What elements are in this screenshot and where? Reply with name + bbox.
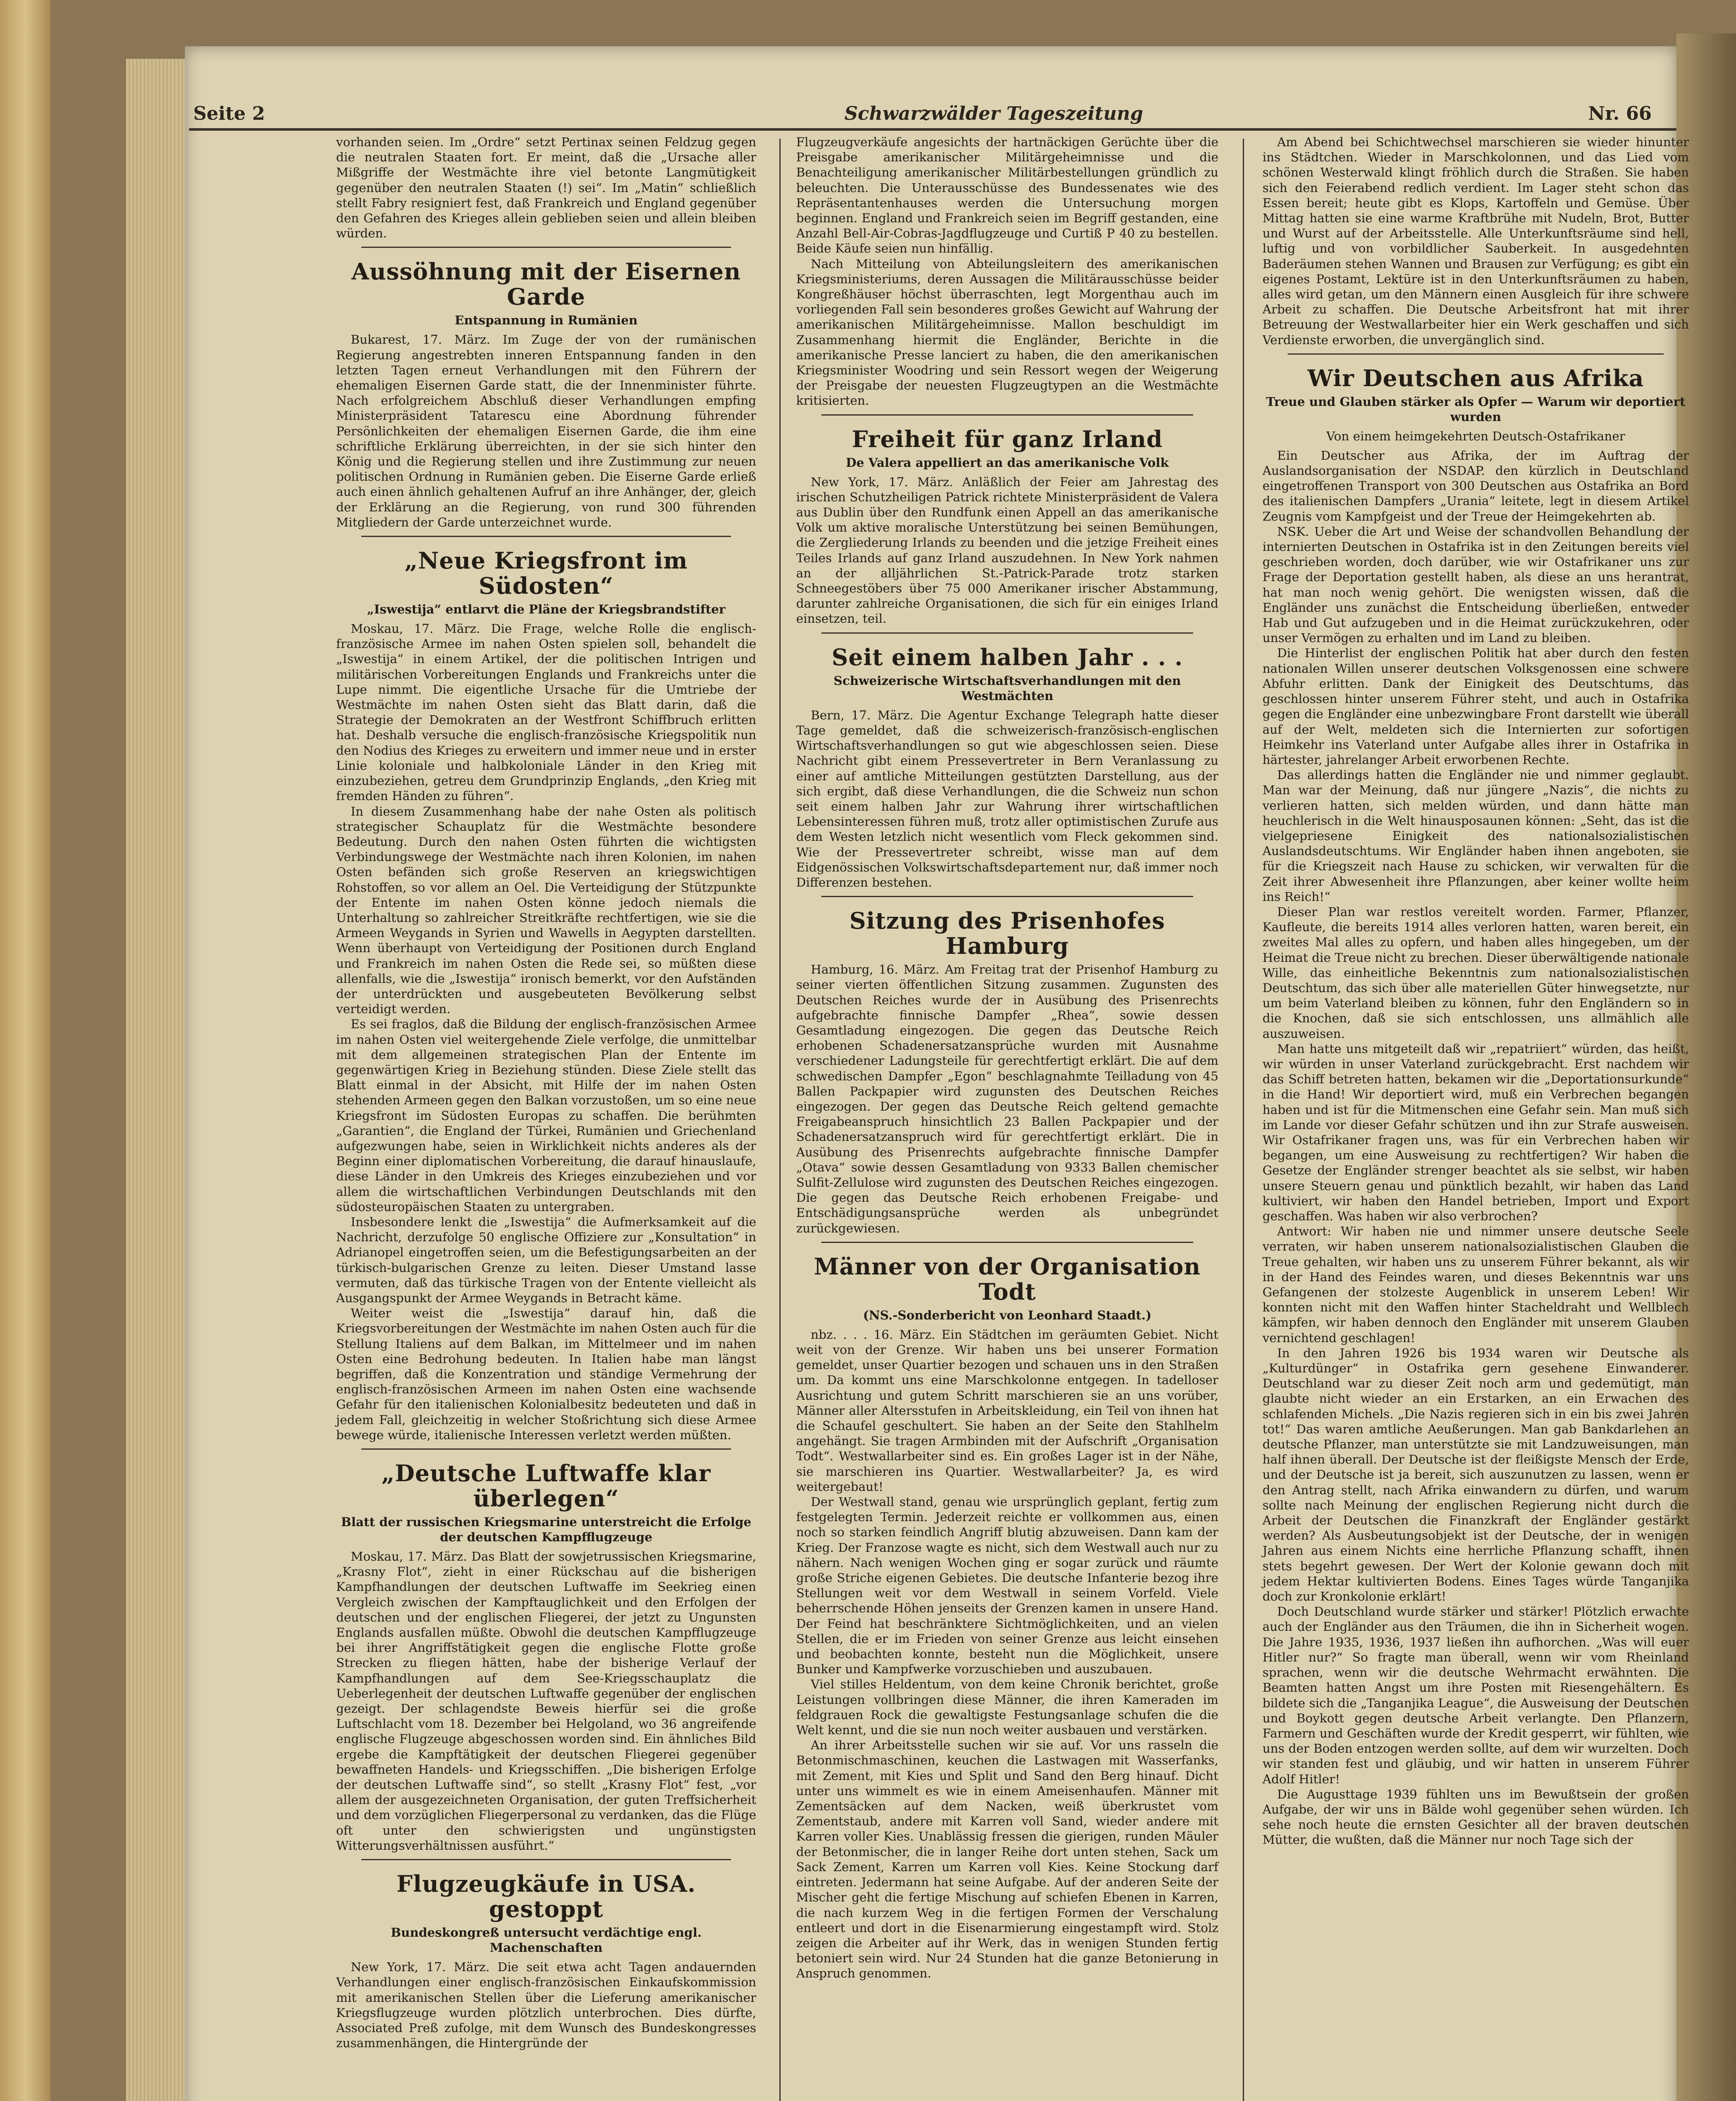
- paragraph: Moskau, 17. März. Das Blatt der sowjetrussischen Kriegsmarine, „Krasny Flot“, zieht in einer Rückschau auf die bisherigen Kampfhandlungen der deutschen Luftwaffe im Seekrieg einen Vergleich zwischen der Kampftauglichkeit und den Erfolgen der deutschen und der englischen Fliegerei, der jetzt zu Ungunsten Englands ausfallen müßte. Obwohl die deutschen Kampfflugzeuge bei ihrer Angriffstätigkeit gegen die englische Flotte große Strecken zu fliegen hätten, habe der bisherige Verlauf der Kampfhandlungen auf dem See-Kriegsschauplatz die Ueberlegenheit der deutschen Luftwaffe gegenüber der englischen gezeigt. Der schlagendste Beweis hierfür sei die große Luftschlacht vom 18. Dezember bei Helgoland, wo 36 angreifende englische Flugzeuge abgeschossen worden sind. Ein ähnliches Bild ergebe die Kampftätigkeit der deutschen Fliegerei gegenüber bewaffneten Handels- und Kriegsschiffen. „Die bisherigen Erfolge der deutschen Luftwaffe sind“, so stellt „Krasny Flot“ fest, „vor allem der ausgezeichneten Organisation, der guten Treffsicherheit und dem vorzüglichen Fliegerpersonal zu verdanken, das die Flüge oft unter den schwierigsten und ungünstigsten Witterungsverhältnissen ausführt.“: [336, 1549, 756, 1853]
- paragraph: NSK. Ueber die Art und Weise der schandvollen Behandlung der internierten Deutschen in Ostafrika ist in den Zeitungen bereits viel geschrieben worden, doch darüber, wie wir Ostafrikaner uns zur Frage der Deportation gestellt haben, als diese an uns herantrat, hat man noch wenig gehört. Die wenigsten wissen, daß die Engländer uns zunächst die Entscheidung überließen, entweder Hab und Gut aufzugeben und in die Heimat zurückzukehren, oder unser Vermögen zu erhalten und im Land zu bleiben.: [1263, 524, 1689, 645]
- lead-paragraph: Ein Deutscher aus Afrika, der im Auftrag der Auslandsorganisation der NSDAP. den kürzlich in Deutschland eingetroffenen Transport von 300 Deutschen aus Ostafrika an Bord des italienischen Dampfers „Urania“ leitete, legt in diesem Artikel Zeugnis vom Kampfgeist und der Treue der Heimgekehrten ab.: [1263, 448, 1689, 524]
- article-continuation: Am Abend bei Schichtwechsel marschieren sie wieder hinunter ins Städtchen. Wieder in Marschkolonnen, und das Lied vom schönen Westerwald klingt fröhlich durch die Straßen. Sie haben sich den Feierabend redlich verdient. Im Lager steht schon das Essen bereit; heute gibt es Klops, Kartoffeln und Gemüse. Über Mittag hatten sie eine warme Kraftbrühe mit Nudeln, Brot, Butter und Wurst auf der Arbeitsstelle. Alle Unterkunftsräume sind hell, luftig und von vorbildlicher Sauberkeit. In ausgedehnten Baderäumen stehen Wannen und Brausen zur Verfügung; es gibt ein eigenes Postamt, Lektüre ist in den Unterkunftsräumen zu haben, alles wird getan, um den Männern einen Ausgleich für ihre schwere Arbeit zu schaffen. Die Deutsche Arbeitsfront hat mit ihrer Betreuung der Westwallarbeiter hier ein Werk geschaffen und sich Verdienste erworben, die unvergänglich sind.: [1263, 135, 1689, 347]
- subheadline: Blatt der russischen Kriegsmarine unterstreicht die Erfolge der deutschen Kampfflugzeuge: [341, 1515, 752, 1545]
- article-rule: [361, 1448, 731, 1450]
- article-continuation: vorhanden seien. Im „Ordre“ setzt Pertinax seinen Feldzug gegen die neutralen Staaten fort. Er meint, daß die „Ursache aller Mißgriffe der Westmächte ihre viel betonte Langmütigkeit gegenüber den neutralen Staaten (!) sei“. Im „Matin“ schließlich stellt Fabry resigniert fest, daß Frankreich und England gegenüber den Gefahren des Krieges allein geblieben seien und allein bleiben würden.: [336, 135, 756, 241]
- headline: Sitzung des Prisenhofes Hamburg: [849, 907, 1165, 960]
- article-rule: [1288, 353, 1664, 355]
- headline: Flugzeugkäufe in USA. gestoppt: [396, 1870, 696, 1923]
- page-label: Seite 2: [193, 103, 265, 124]
- subheadline: Entspannung in Rumänien: [455, 313, 638, 328]
- article-rule: [361, 536, 731, 537]
- column-2: [796, 134, 1218, 1981]
- article-rule: [821, 1242, 1193, 1243]
- headline: Männer von der Organisation Todt: [814, 1253, 1201, 1305]
- paragraph: Nach Mitteilung von Abteilungsleitern des amerikanischen Kriegsministeriums, deren Aussagen die Militärausschüsse beider Kongreßhäuser höchst überraschten, legt Morgenthau auch im vorliegenden Fall sein besonderes großes Gewicht auf Wahrung der amerikanischen Militärgeheimnisse. Mallon beschuldigt im Zusammenhang hiermit die Engländer, Berichte in die amerikanische Presse lanciert zu haben, die den amerikanischen Kriegsminister Woodring und sein Ressort wegen der Weigerung der Preisgabe der neuesten Flugzeugtypen an die Westmächte kritisierten.: [796, 256, 1218, 408]
- paragraph: Insbesondere lenkt die „Iswestija“ die Aufmerksamkeit auf die Nachricht, derzufolge 50 englische Offiziere zur „Konsultation“ in Adrianopel eingetroffen seien, um die Befestigungsarbeiten an der türkisch-bulgarischen Grenze zu leiten. Dieser Umstand lasse vermuten, daß das türkische Tragen von der Entente vielleicht als Ausgangspunkt der Armee Weygands in Betracht käme.: [336, 1214, 756, 1305]
- paragraph: Es sei fraglos, daß die Bildung der englisch-französischen Armee im nahen Osten viel weitergehende Ziele verfolge, die unmittelbar mit dem allgemeinen strategischen Plan der Entente im gegenwärtigen Krieg in Beziehung stünden. Diese Ziele stellt das Blatt einmal in der Absicht, mit Hilfe der im nahen Osten stehenden Armeen gegen den Balkan vorzustoßen, um so eine neue Kriegsfront im Südosten Europas zu schaffen. Die berühmten „Garantien“, die England der Türkei, Rumänien und Griechenland aufgezwungen habe, seien in Wirklichkeit nichts anderes als der Beginn einer diplomatischen Vorbereitung, die darauf hinauslaufe, diese Länder in den Umkreis des Krieges einzubeziehen und vor allem die wirtschaftlichen Verbindungen Deutschlands mit den südosteuropäischen Staaten zu untergraben.: [336, 1017, 756, 1214]
- article-continuation: Flugzeugverkäufe angesichts der hartnäckigen Gerüchte über die Preisgabe amerikanischer Militärgeheimnisse und die Benachteiligung amerikanischer Militärbestellungen gründlich zu beleuchten. Die Unterausschüsse des Bundessenates wie des Repräsentantenhauses werden die Untersuchung morgen beginnen. England und Frankreich seien im Begriff gestanden, eine Anzahl Bell-Air-Cobras-Jagdflugzeuge und Curtiß P 40 zu bestellen. Beide Käufe seien nun hinfällig.: [796, 135, 1218, 256]
- paragraph: nbz. . . . 16. März. Ein Städtchen im geräumten Gebiet. Nicht weit von der Grenze. Wir haben uns bei unserer Formation gemeldet, unser Quartier bezogen und schauen uns in den Straßen um. Da kommt uns eine Marschkolonne entgegen. In tadelloser Ausrichtung und gutem Schritt marschieren sie an uns vorüber, Männer aller Altersstufen in Arbeitskleidung, ein Teil von ihnen hat die Schaufel geschultert. Sie haben an der Seite den Stahlhelm angehängt. Sie tragen Armbinden mit der Aufschrift „Organisation Todt“. Westwallarbeiter sind es. Ein großes Lager ist in der Nähe, sie marschieren ins Quartier. Westwallarbeiter? Ja, es wird weitergebaut!: [796, 1327, 1218, 1494]
- paragraph: Dieser Plan war restlos vereitelt worden. Farmer, Pflanzer, Kaufleute, die bereits 1914 alles verloren hatten, waren bereit, ein zweites Mal alles zu opfern, und haben alles hingegeben, um der Heimat die Treue nicht zu brechen. Dieser überwältigende nationale Wille, das einheitliche Bekenntnis zum nationalsozialistischen Deutschtum, das sich über alle materiellen Güter hinwegsetzte, nur um beim Vaterland bleiben zu können, fuhr den Engländern so in die Knochen, daß sie sich entschlossen, uns allmählich alle auszuweisen.: [1263, 904, 1689, 1041]
- article-rule: [361, 247, 731, 248]
- book-binding: [0, 0, 50, 2101]
- article-rule: [361, 1859, 731, 1860]
- paragraph: An ihrer Arbeitsstelle suchen wir sie auf. Vor uns rasseln die Betonmischmaschinen, keuchen die Lastwagen mit Wasserfanks, mit Zement, mit Kies und Split und Sand den Berg hinauf. Dicht unter uns wimmelt es wie in einem Ameisenhaufen. Männer mit Zementsäcken auf dem Nacken, weiß überkrustet vom Zementstaub, andere mit Karren voll Sand, wieder andere mit Karren voller Kies. Unablässig fressen die gierigen, runden Mäuler der Betonmischer, die in langer Reihe dort unten stehen, Sack um Sack Zement, Karren um Karren voll Kies. Keine Stockung darf eintreten. Jedermann hat seine Aufgabe. Auf der anderen Seite der Mischer geht die fertige Mischung auf schiefen Ebenen in Karren, die nach kurzem Weg in die fertigen Formen der Verschalung entleert und dort in die Eisenarmierung eingestampft wird. Stolz zeigen die Arbeiter auf ihr Werk, das in wenigen Stunden fertig betoniert sein wird. Nur 24 Stunden hat die ganze Betonierung in Anspruch genommen.: [796, 1738, 1218, 1981]
- article-rule: [821, 414, 1193, 416]
- subheadline: Treue und Glauben stärker als Opfer — Warum wir deportiert wurden: [1266, 394, 1686, 424]
- paragraph: In diesem Zusammenhang habe der nahe Osten als politisch strategischer Schauplatz für die Westmächte besondere Bedeutung. Durch den nahen Osten führten die wichtigsten Verbindungswege der Westmächte nach ihren Kolonien, im nahen Osten befänden sich große Reserven an kriegswichtigen Rohstoffen, so vor allem an Oel. Die Verteidigung der Stützpunkte der Entente im nahen Osten könne jedoch niemals die Unterhaltung so zahlreicher Streitkräfte rechtfertigen, wie sie die Armeen Weygands in Syrien und Wawells in Aegypten darstellten. Wenn überhaupt von Verteidigung der Positionen durch England und Frankreich im nahen Osten die Rede sei, so müßten diese allenfalls, wie die „Iswestija“ ironisch bemerkt, vor den Aufständen der unterdrückten und ausgebeuteten Bevölkerung selbst verteidigt werden.: [336, 804, 756, 1016]
- headline: „Neue Kriegsfront im Südosten“: [405, 547, 688, 600]
- subheadline: Schweizerische Wirtschaftsverhandlungen mit den Westmächten: [834, 673, 1181, 703]
- article-rule: [821, 896, 1193, 897]
- headline: Seit einem halben Jahr . . .: [831, 643, 1183, 671]
- paragraph: New York, 17. März. Die seit etwa acht Tagen andauernden Verhandlungen einer englisch-französischen Einkaufskommission mit amerikanischen Stellen über die Lieferung amerikanischer Kriegsflugzeuge wurden plötzlich unterbrochen. Dies dürfte, Associated Preß zufolge, mit dem Wunsch des Bundeskongresses zusammenhängen, die Hintergründe der: [336, 1960, 756, 2051]
- subheadline: De Valera appelliert an das amerikanische Volk: [846, 455, 1169, 470]
- paragraph: Bern, 17. März. Die Agentur Exchange Telegraph hatte dieser Tage gemeldet, daß die schweizerisch-französisch-englischen Wirtschaftsverhandlungen so gut wie abgeschlossen seien. Diese Nachricht gibt einem Pressevertreter in Bern Veranlassung zu einer auf amtliche Mitteilungen gestützten Darstellung, aus der sich ergibt, daß diese Verhandlungen, die die Schweiz nun schon seit einem halben Jahr zur Wahrung ihrer wirtschaftlichen Lebensinteressen führen muß, trotz aller optimistischen Zurufe aus dem Westen letzlich nicht wesentlich vom Fleck gekommen sind. Wie der Pressevertreter schreibt, wisse man auf dem Eidgenössischen Volkswirtschaftsdepartement nur, daß immer noch Differenzen bestehen.: [796, 708, 1218, 890]
- paragraph: Doch Deutschland wurde stärker und stärker! Plötzlich erwachte auch der Engländer aus den Träumen, die ihn in Sicherheit wogen. Die Jahre 1935, 1936, 1937 ließen ihn aufhorchen. „Was will euer Hitler nur?“ So fragte man überall, wenn wir vom Rheinland sprachen, wenn wir die deutsche Wehrmacht erwähnten. Die Beamten hatten Angst um ihre Posten mit Riesengehältern. Es bildete sich die „Tanganjika League“, die Ausweisung der Deutschen und Boykott gegen deutsche Arbeit verlangte. Den Pflanzern, Farmern und Geschäften wurde der Kredit gesperrt, wir fühlten, wie uns der Boden entzogen werden sollte, auf dem wir wurzelten. Doch wir standen fest und gläubig, und wir hatten in unserem Führer Adolf Hitler!: [1263, 1604, 1689, 1786]
- paragraph: Moskau, 17. März. Die Frage, welche Rolle die englisch-französische Armee im nahen Osten spielen soll, behandelt die „Iswestija“ in einem Artikel, der die politischen Intrigen und militärischen Vorbereitungen Englands und Frankreichs unter die Lupe nimmt. Die eigentliche Ursache für die Umtriebe der Westmächte im nahen Osten sieht das Blatt darin, daß die Strategie der Demokraten an der Westfront Schiffbruch erlitten hat. Deshalb versuche die englisch-französische Kriegspolitik nun den Nodius des Krieges zu erweitern und immer neue und in erster Linie koloniale und halbkoloniale Länder in den Krieg mit einzubeziehen, getreu dem Grundprinzip Englands, „den Krieg mit fremden Händen zu führen“.: [336, 621, 756, 803]
- article-rule: [821, 632, 1193, 634]
- column-3: [1263, 134, 1689, 1848]
- paragraph: Antwort: Wir haben nie und nimmer unsere deutsche Seele verraten, wir haben unserem nationalsozialistischen Glauben die Treue gehalten, wir haben uns zu unserem Führer bekannt, als wir in der Hand des Feindes waren, und dieses Bekenntnis war uns Gefangenen der stolzeste Augenblick in unserem Leben! Wir konnten nicht mit den Waffen hinter Stacheldraht und Wellblech kämpfen, wir haben dennoch den Engländer mit unserem Glauben vernichtend geschlagen!: [1263, 1224, 1689, 1345]
- headline: Freiheit für ganz Irland: [852, 425, 1163, 453]
- column-1: [336, 134, 756, 2051]
- paragraph: Viel stilles Heldentum, von dem keine Chronik berichtet, große Leistungen vollbringen diese Männer, die ihren Kameraden im feldgrauen Rock die gewaltigste Festungsanlage schufen die die Welt kennt, und die sie nun noch weiter ausbauen und verstärken.: [796, 1677, 1218, 1738]
- paragraph: Man hatte uns mitgeteilt daß wir „repatriiert“ würden, das heißt, wir würden in unser Vaterland zurückgebracht. Erst nachdem wir das Schiff betreten hatten, bekamen wir die „Deportationsurkunde“ in die Hand! Wir deportiert wird, muß ein Verbrechen begangen haben und ist für die Mitmenschen eine Gefahr sein. Man muß sich im Lande vor dieser Gefahr schützen und ihn zur Strafe ausweisen. Wir Ostafrikaner fragen uns, was für ein Verbrechen haben wir begangen, um eine Ausweisung zu rechtfertigen? Wir haben die Gesetze der Engländer strenger beachtet als sie selbst, wir haben unsere Steuern genau und pünktlich bezahlt, wir haben das Land kultiviert, wir haben den Handel betrieben, Import und Export geschaffen. Was haben wir also verbrochen?: [1263, 1041, 1689, 1223]
- paragraph: Der Westwall stand, genau wie ursprünglich geplant, fertig zum festgelegten Termin. Jederzeit reichte er vollkommen aus, einen noch so starken feindlich Angriff blutig abzuweisen. Dann kam der Krieg. Der Franzose wagte es nicht, sich dem Westwall auch nur zu nähern. Nach wenigen Wochen ging er sogar zurück und räumte große Striche eigenen Gebietes. Die deutsche Infanterie bezog ihre Stellungen weit vor dem Westwall in seinem Vorfeld. Viele beherrschende Höhen jenseits der Grenzen kamen in unsere Hand. Der Feind hat beschränktere Sichtmöglichkeiten, und an vielen Stellen, die er im Frieden von seiner Grenze aus leicht einsehen und beobachten konnte, besteht nun die Möglichkeit, unsere Bunker und Kampfwerke vorzuschieben und auszubauen.: [796, 1495, 1218, 1677]
- column-divider: [1243, 139, 1244, 2101]
- paragraph: Hamburg, 16. März. Am Freitag trat der Prisenhof Hamburg zu seiner vierten öffentlichen Sitzung zusammen. Zugunsten des Deutschen Reiches wurde der in Ausübung des Prisenrechts aufgebrachte finnische Dampfer „Rhea“, sowie dessen Gesamtladung eingezogen. Die gegen das Deutsche Reich erhobenen Schadenersatzansprüche wurden mit Ausnahme verschiedener Ladungsteile für gerechtfertigt erklärt. Die auf dem schwedischen Dampfer „Egon“ beschlagnahmte Teilladung von 45 Ballen Packpapier wird zugunsten des Deutschen Reiches eingezogen. Der gegen das Deutsche Reich geltend gemachte Freigabeanspruch hinsichtlich 23 Ballen Packpapier und der Schadenersatzanspruch wird für gerechtfertigt erklärt. Die in Ausübung des Prisenrechts aufgebrachte finnische Dampfer „Otava“ sowie dessen Gesamtladung von 9333 Ballen chemischer Sulfit-Zellulose wird zugunsten des Deutschen Reiches eingezogen. Die gegen das Deutsche Reich erhobenen Freigabe- und Entschädigungsansprüche werden als unbegründet zurückgewiesen.: [796, 962, 1218, 1235]
- newspaper-title: Schwarzwälder Tageszeitung: [844, 103, 1143, 124]
- paragraph: Bukarest, 17. März. Im Zuge der von der rumänischen Regierung angestrebten inneren Entspannung fanden in den letzten Tagen erneut Verhandlungen mit den Führern der ehemaligen Eisernen Garde statt, die der Innenminister führte. Nach erfolgreichem Abschluß dieser Verhandlungen empfing Ministerpräsident Tatarescu eine Abordnung führender Persönlichkeiten der ehemaligen Eisernen Garde, die ihm eine schriftliche Erklärung überreichten, in der sie sich hinter den König und die Regierung stellen und ihre Zustimmung zur neuen politischen Ordnung in Rumänien geben. Die Eiserne Garde erließ auch einen ähnlich gehaltenen Aufruf an ihre Anhänger, der, gleich der Erklärung an die Regierung, von rund 300 führenden Mitgliedern der Garde unterzeichnet wurde.: [336, 332, 756, 529]
- column-divider: [779, 139, 781, 2101]
- subheadline: Bundeskongreß untersucht verdächtige engl. Machenschaften: [391, 1925, 702, 1955]
- paragraph: In den Jahren 1926 bis 1934 waren wir Deutsche als „Kulturdünger“ in Ostafrika gern gesehene Einwanderer. Deutschland war zu dieser Zeit noch arm und gedemütigt, man glaubte nicht wieder an ein Erstarken, an ein Erwachen des schlafenden Michels. „Die Nazis regieren sich in ein bis zwei Jahren tot!“ Das waren amtliche Aeußerungen. Man gab Bankdarlehen an deutsche Pflanzer, man unterstützte sie mit Landzuweisungen, man half ihnen überall. Der Deutsche ist der fleißigste Mensch der Erde, und der Deutsche ist ja bereit, sich auszunutzen zu lassen, wenn er den Antrag stellt, nach Afrika einwandern zu dürfen, und warum sollte nach Meinung der englischen Regierung nicht durch die Arbeit der Deutschen die Finanzkraft der Engländer gestärkt werden? Als Ausbeutungsobjekt ist der Deutsche, der in wenigen Jahren aus einem Nichts eine herrliche Pflanzung schafft, ihnen stets begehrt gewesen. Der Wert der Kolonie gewann doch mit jedem Hektar kultivierten Bodens. Eines Tages würde Tanganjika doch zur Kronkolonie erklärt!: [1263, 1345, 1689, 1604]
- headline: „Deutsche Luftwaffe klar überlegen“: [381, 1460, 711, 1512]
- headline: Wir Deutschen aus Afrika: [1307, 364, 1644, 392]
- paragraph: Die Augusttage 1939 fühlten uns im Bewußtsein der großen Aufgabe, der wir uns in Bälde wohl gegenüber sehen würden. Ich sehe noch heute die ernsten Gesichter all der braven deutschen Mütter, die wußten, daß die Männer nur noch Tage sich der: [1263, 1787, 1689, 1847]
- paragraph: Das allerdings hatten die Engländer nie und nimmer geglaubt. Man war der Meinung, daß nur jüngere „Nazis“, die nichts zu verlieren hatten, sich melden würden, und dann hätte man heuchlerisch in die Welt hinausposaunen können: „Seht, das ist die vielgepriesene Einigkeit des nationalsozialistischen Auslandsdeutschtums. Wir Engländer haben ihnen angeboten, sie für die Kriegszeit nach Hause zu schicken, wir verwalten für die Zeit ihrer Abwesenheit ihre Pflanzungen, aber keiner wollte heim ins Reich!“: [1263, 768, 1689, 904]
- byline: Von einem heimgekehrten Deutsch-Ostafrikaner: [1326, 429, 1626, 443]
- paragraph: Die Hinterlist der englischen Politik hat aber durch den festen nationalen Willen unserer deutschen Volksgenossen eine schwere Abfuhr erlitten. Dank der Einigkeit des Deutschtums, das geschlossen hinter unserem Führer steht, und auch in Ostafrika gegen die Engländer eine unbezwingbare Front darstellt wie überall auf der Welt, meldeten sich die Internierten zur sofortigen Heimkehr ins Vaterland unter Aufgabe alles ihrer in Ostafrika in härtester, jahrelanger Arbeit erworbenen Rechte.: [1263, 646, 1689, 767]
- issue-number: Nr. 66: [1588, 103, 1652, 124]
- header-rule: [189, 128, 1676, 131]
- paragraph: New York, 17. März. Anläßlich der Feier am Jahrestag des irischen Schutzheiligen Patrick richtete Ministerpräsident de Valera aus Dublin über den Rundfunk einen Appell an das amerikanische Volk um aktive moralische Unterstützung bei seinen Bemühungen, die Zergliederung Irlands zu beenden und die jetzige Freiheit eines Teiles Irlands auf ganz Irland auszudehnen. In New York nahmen an der alljährlichen St.-Patrick-Parade trotz starken Schneegestöbers über 75 000 Amerikaner irischer Abstammung, darunter zahlreiche Organisationen, die sich für ein einiges Irland einsetzen, teil.: [796, 474, 1218, 626]
- paragraph: Weiter weist die „Iswestija“ darauf hin, daß die Kriegsvorbereitungen der Westmächte im nahen Osten auch für die Stellung Italiens auf dem Balkan, im Mittelmeer und im nahen Osten eine Bedrohung bedeuten. In Italien habe man längst begriffen, daß die Konzentration und ständige Vermehrung der englisch-französischen Armeen im nahen Osten eine wachsende Gefahr für den italienischen Kolonialbesitz bedeuteten und daß in jedem Fall, gleichzeitig in welcher Stoßrichtung sich diese Armee bewege würde, italienische Interessen verletzt werden müßten.: [336, 1306, 756, 1442]
- subheadline: „Iswestija“ entlarvt die Pläne der Kriegsbrandstifter: [367, 602, 726, 617]
- headline: Aussöhnung mit der Eisernen Garde: [351, 258, 741, 311]
- subheadline: (NS.-Sonderbericht von Leonhard Staadt.): [863, 1308, 1152, 1322]
